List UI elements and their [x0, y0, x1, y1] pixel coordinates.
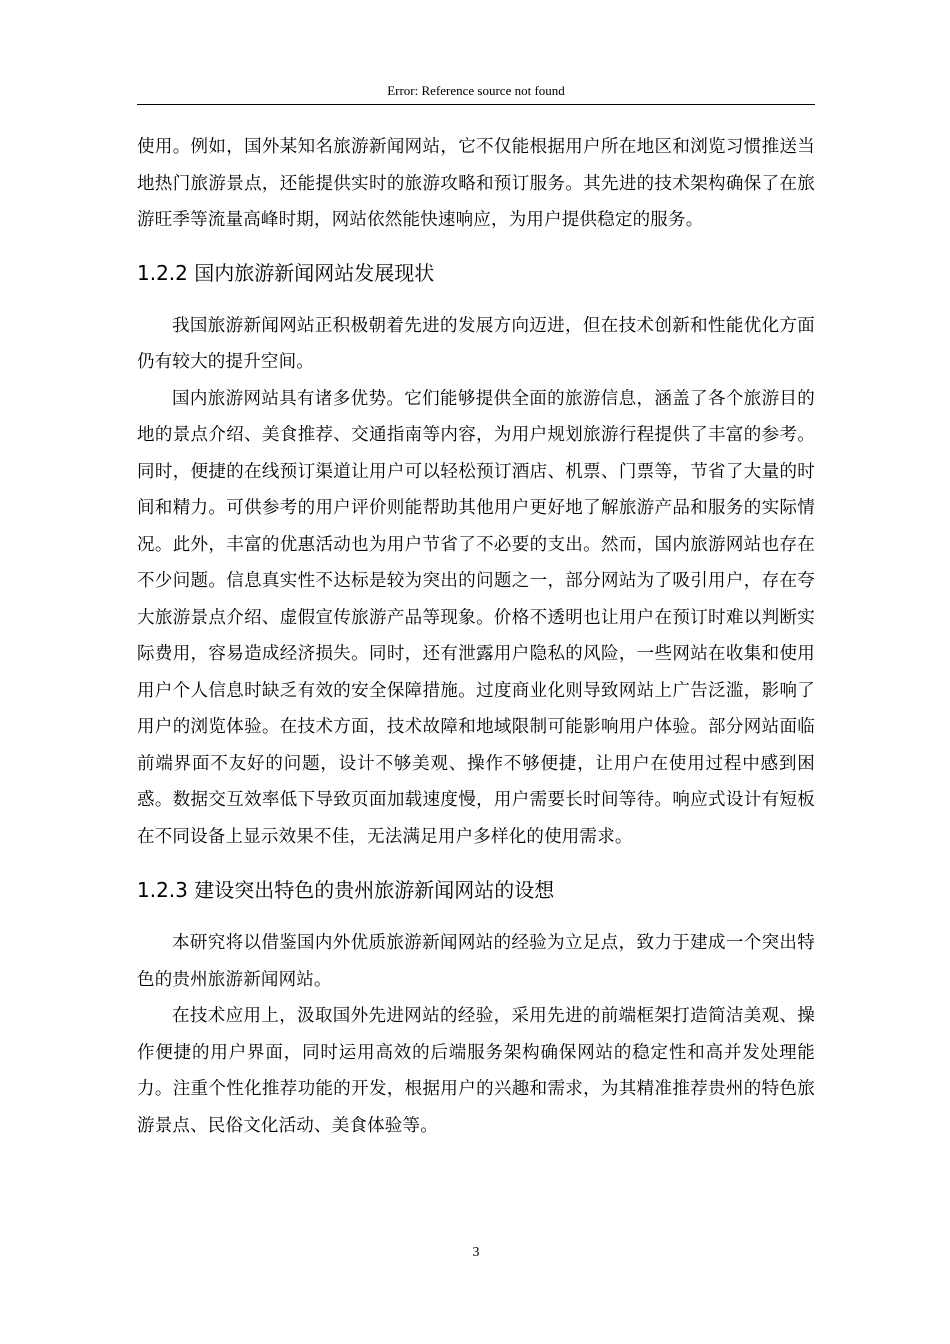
section-1-2-2-paragraph-1: 我国旅游新闻网站正积极朝着先进的发展方向迈进，但在技术创新和性能优化方面仍有较大的提升空间。	[137, 315, 815, 372]
header-divider	[137, 104, 815, 105]
document-body	[137, 129, 815, 1144]
section-heading-1-2-3: 1.2.3 建设突出特色的贵州旅游新闻网站的设想	[137, 878, 555, 902]
running-header: Error: Reference source not found	[387, 83, 565, 98]
intro-paragraph: 使用。例如，国外某知名旅游新闻网站，它不仅能根据用户所在地区和浏览习惯推送当地热门旅游景点，还能提供实时的旅游攻略和预订服务。其先进的技术架构确保了在旅游旺季等流量高峰时期，网站依然能快速响应，为用户提供稳定的服务。	[137, 137, 815, 230]
section-1-2-3-paragraph-1: 本研究将以借鉴国内外优质旅游新闻网站的经验为立足点，致力于建成一个突出特色的贵州旅游新闻网站。	[137, 933, 815, 990]
page-number: 3	[472, 1245, 480, 1260]
section-1-2-3-paragraph-2: 在技术应用上，汲取国外先进网站的经验，采用先进的前端框架打造简洁美观、操作便捷的用户界面，同时运用高效的后端服务架构确保网站的稳定性和高并发处理能力。注重个性化推荐功能的开发，根据用户的兴趣和需求，为其精准推荐贵州的特色旅游景点、民俗文化活动、美食体验等。	[137, 1006, 815, 1136]
section-1-2-2-paragraph-2: 国内旅游网站具有诸多优势。它们能够提供全面的旅游信息，涵盖了各个旅游目的地的景点介绍、美食推荐、交通指南等内容，为用户规划旅游行程提供了丰富的参考。同时，便捷的在线预订渠道让用户可以轻松预订酒店、机票、门票等，节省了大量的时间和精力。可供参考的用户评价则能帮助其他用户更好地了解旅游产品和服务的实际情况。此外，丰富的优惠活动也为用户节省了不必要的支出。然而，国内旅游网站也存在不少问题。信息真实性不达标是较为突出的问题之一，部分网站为了吸引用户，存在夸大旅游景点介绍、虚假宣传旅游产品等现象。价格不透明也让用户在预订时难以判断实际费用，容易造成经济损失。同时，还有泄露用户隐私的风险，一些网站在收集和使用用户个人信息时缺乏有效的安全保障措施。过度商业化则导致网站上广告泛滥，影响了用户的浏览体验。在技术方面，技术故障和地域限制可能影响用户体验。部分网站面临前端界面不友好的问题，设计不够美观、操作不够便捷，让用户在使用过程中感到困惑。数据交互效率低下导致页面加载速度慢，用户需要长时间等待。响应式设计有短板在不同设备上显示效果不佳，无法满足用户多样化的使用需求。	[137, 388, 815, 847]
section-heading-1-2-2: 1.2.2 国内旅游新闻网站发展现状	[137, 260, 435, 285]
